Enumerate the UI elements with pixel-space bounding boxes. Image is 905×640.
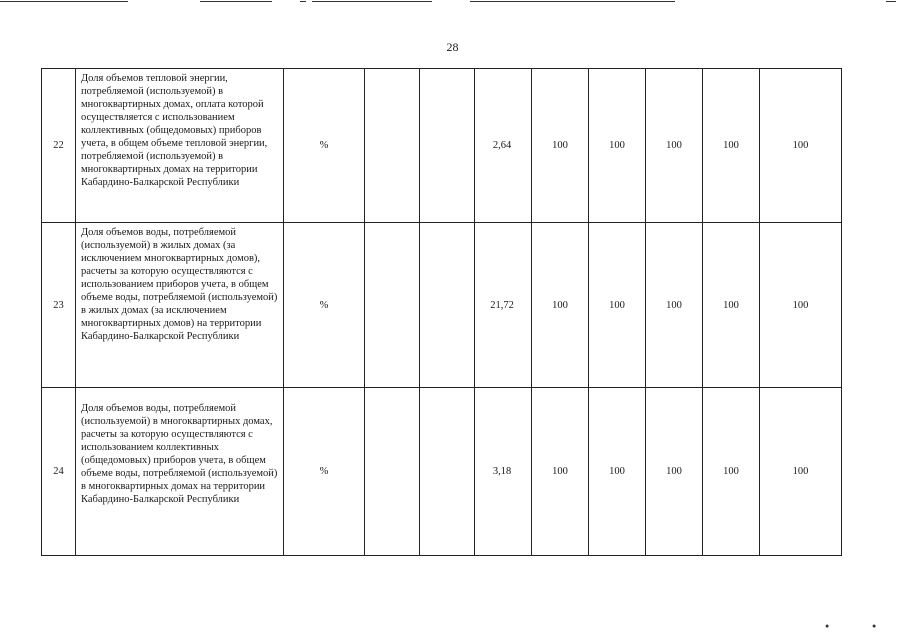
row-number: 22 — [42, 69, 76, 223]
unit-cell: % — [284, 388, 365, 556]
value-cell — [365, 388, 420, 556]
value-cell — [420, 69, 475, 223]
table-row — [42, 388, 842, 556]
indicator-description: Доля объемов воды, потребляемой (используемой) в жилых домах (за исключением многоквартирных домов), расчеты за которую осуществляются с использованием приборов учета, в общем объеме воды, потребляемой (используемой) в жилых домах (за исключением многоквартирных домов) на территории Кабардино-Балкарской Республики — [76, 223, 284, 388]
value-cell: 2,64 — [475, 69, 532, 223]
scan-line — [0, 1, 128, 2]
value-cell — [365, 223, 420, 388]
value-cell: 100 — [646, 223, 703, 388]
indicator-description: Доля объемов воды, потребляемой (используемой) в многоквартирных домах, расчеты за которую осуществляются с использованием коллективных (общедомовых) приборов учета, в общем объеме воды, потребляемой (используемой) в многоквартирных домах на территории Кабардино-Балкарской Республики — [76, 388, 284, 556]
table-row — [42, 69, 842, 223]
value-cell: 100 — [589, 388, 646, 556]
scan-line — [312, 1, 432, 2]
value-cell: 3,18 — [475, 388, 532, 556]
value-cell: 100 — [703, 388, 760, 556]
scan-line — [886, 1, 896, 2]
row-number: 23 — [42, 223, 76, 388]
value-cell: 100 — [646, 69, 703, 223]
value-cell: 100 — [703, 223, 760, 388]
value-cell: 100 — [760, 223, 842, 388]
value-cell: 100 — [703, 69, 760, 223]
value-cell: 100 — [532, 223, 589, 388]
indicator-description: Доля объемов тепловой энергии, потребляемой (используемой) в многоквартирных домах, оплата которой осуществляется с использованием коллективных (общедомовых) приборов учета, в общем объеме тепловой энергии, потребляемой (используемой) в многоквартирных домах на территории Кабардино-Балкарской Республики — [76, 69, 284, 223]
value-cell — [420, 223, 475, 388]
unit-cell: % — [284, 223, 365, 388]
value-cell: 100 — [760, 69, 842, 223]
value-cell: 100 — [532, 69, 589, 223]
page-number: 28 — [446, 40, 459, 54]
scan-artifact-mark: ● — [825, 622, 830, 630]
indicators-table — [41, 68, 842, 556]
value-cell: 100 — [589, 69, 646, 223]
value-cell: 100 — [589, 223, 646, 388]
value-cell — [420, 388, 475, 556]
scan-line — [470, 1, 675, 2]
value-cell: 100 — [646, 388, 703, 556]
value-cell: 21,72 — [475, 223, 532, 388]
scan-artifact-mark: ● — [872, 622, 877, 630]
scan-line — [200, 1, 272, 2]
scan-artifact-top — [0, 0, 905, 6]
table-row — [42, 223, 842, 388]
unit-cell: % — [284, 69, 365, 223]
row-number: 24 — [42, 388, 76, 556]
value-cell: 100 — [760, 388, 842, 556]
value-cell: 100 — [532, 388, 589, 556]
scan-line — [300, 1, 306, 2]
value-cell — [365, 69, 420, 223]
